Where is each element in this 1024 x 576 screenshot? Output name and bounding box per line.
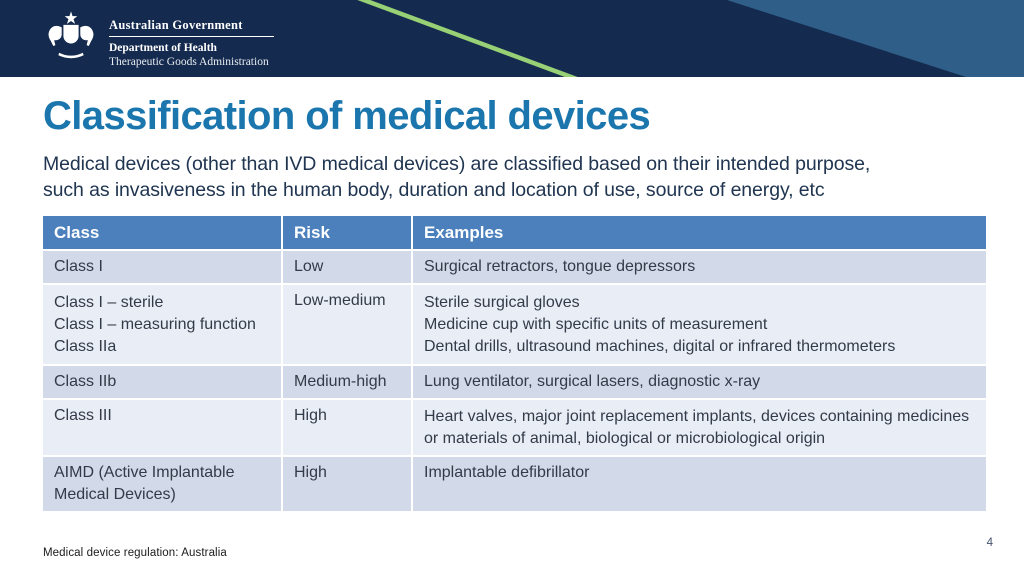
cell-class: Class IIb <box>43 365 282 399</box>
table-row <box>43 250 986 284</box>
green-accent-line <box>353 0 582 77</box>
col-header-examples: Examples <box>412 216 986 250</box>
table-row <box>43 284 986 365</box>
cell-examples: Surgical retractors, tongue depressors <box>412 250 986 284</box>
coat-of-arms-icon <box>44 9 98 61</box>
cell-risk: Low <box>282 250 412 284</box>
table-row <box>43 365 986 399</box>
logo-agency-text: Therapeutic Goods Administration <box>109 56 269 68</box>
classification-table <box>43 216 986 511</box>
government-logo <box>44 9 274 69</box>
col-header-risk: Risk <box>282 216 412 250</box>
logo-text-block <box>109 9 274 69</box>
cell-class: AIMD (Active Implantable Medical Devices) <box>43 456 282 511</box>
cell-examples: Heart valves, major joint replacement implants, devices containing medicines or materials of animal, biological or microbiological origin <box>412 399 986 456</box>
corner-triangle <box>727 0 1024 77</box>
table-row <box>43 456 986 511</box>
logo-divider <box>109 36 274 37</box>
page-title: Classification of medical devices <box>43 94 651 138</box>
page-number: 4 <box>986 537 993 549</box>
table-header-row <box>43 216 986 250</box>
cell-class: Class I <box>43 250 282 284</box>
intro-text <box>43 151 985 203</box>
cell-risk: High <box>282 399 412 456</box>
cell-risk: Medium-high <box>282 365 412 399</box>
logo-department-text: Department of Health <box>109 42 217 54</box>
cell-examples: Lung ventilator, surgical lasers, diagnostic x-ray <box>412 365 986 399</box>
table-row <box>43 399 986 456</box>
cell-class: Class I – sterile Class I – measuring function Class IIa <box>43 284 282 365</box>
logo-government-text: Australian Government <box>109 18 243 32</box>
header-band <box>0 0 1024 77</box>
slide-body <box>0 77 1024 511</box>
cell-risk: High <box>282 456 412 511</box>
intro-line-1: Medical devices (other than IVD medical devices) are classified based on their intended purpose, <box>43 153 871 175</box>
cell-examples: Implantable defibrillator <box>412 456 986 511</box>
cell-class: Class III <box>43 399 282 456</box>
intro-line-2: such as invasiveness in the human body, duration and location of use, source of energy, etc <box>43 179 825 201</box>
col-header-class: Class <box>43 216 282 250</box>
footer-note: Medical device regulation: Australia <box>43 547 227 559</box>
cell-examples: Sterile surgical gloves Medicine cup with specific units of measurement Dental drills, ultrasound machines, digital or infrared thermometers <box>412 284 986 365</box>
cell-risk: Low-medium <box>282 284 412 365</box>
